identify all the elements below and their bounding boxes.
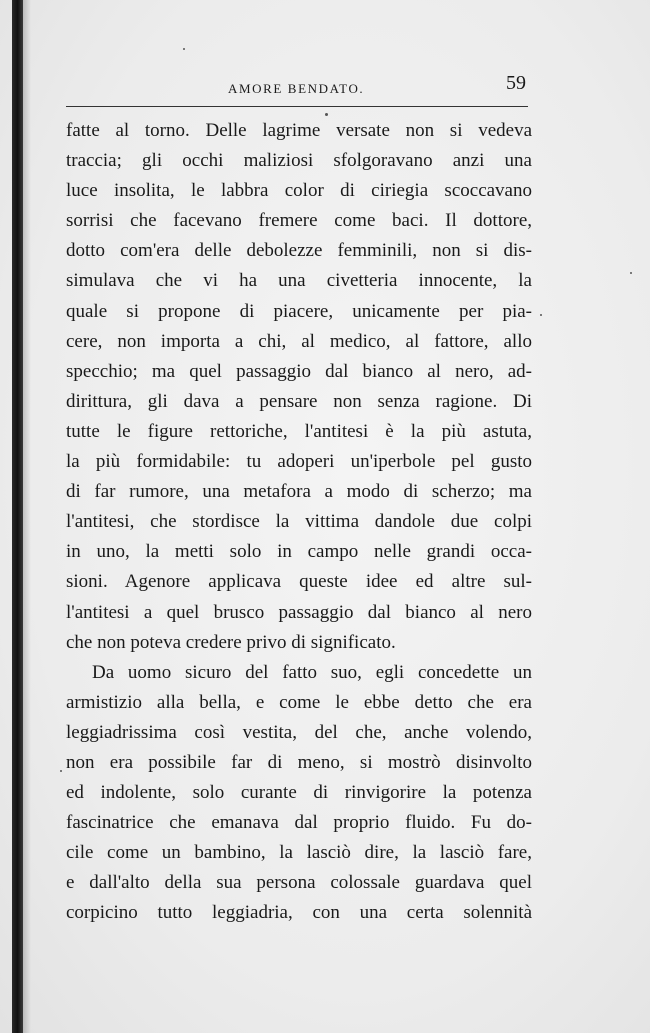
text-line: di far rumore, una metafora a modo di scherzo; ma (66, 481, 532, 503)
text-line: sioni. Agenore applicava queste idee ed altre sul- (66, 571, 532, 593)
text-line: simulava che vi ha una civetteria innocente, la (66, 270, 532, 292)
text-line: l'antitesi a quel brusco passaggio dal bianco al nero (66, 601, 532, 623)
text-line: in uno, la metti solo in campo nelle grandi occa- (66, 541, 532, 563)
text-line: dirittura, gli dava a pensare non senza ragione. Di (66, 390, 532, 412)
page-number: 59 (506, 72, 526, 94)
book-binding-edge (12, 0, 23, 1033)
text-line: leggiadrissima così vestita, del che, anche volendo, (66, 721, 532, 743)
text-line: non era possibile far di meno, si mostrò disinvolto (66, 751, 532, 773)
text-line: cere, non importa a chi, al medico, al fattore, allo (66, 330, 532, 352)
text-line: traccia; gli occhi maliziosi sfolgoravano anzi una (66, 150, 532, 172)
text-line: fascinatrice che emanava dal proprio fluido. Fu do- (66, 812, 532, 834)
text-line: fatte al torno. Delle lagrime versate non si vedeva (66, 120, 532, 141)
text-line: cile come un bambino, la lasciò dire, la lasciò fare, (66, 842, 532, 864)
text-line: luce insolita, le labbra color di ciriegia scoccavano (66, 180, 532, 202)
running-head (66, 72, 528, 108)
ink-speck (540, 314, 542, 316)
text-line: quale si propone di piacere, unicamente per pia- (66, 300, 532, 322)
text-line: sorrisi che facevano fremere come baci. Il dottore, (66, 210, 532, 232)
ink-speck (630, 272, 632, 274)
text-line: dotto com'era delle debolezze femminili, non si dis- (66, 240, 532, 262)
text-line: la più formidabile: tu adoperi un'iperbole pel gusto (66, 451, 532, 473)
text-line: armistizio alla bella, e come le ebbe detto che era (66, 691, 532, 713)
text-line: e dall'alto della sua persona colossale guardava quel (66, 872, 532, 894)
running-title: AMORE BENDATO. (228, 81, 365, 96)
text-line: ed indolente, solo curante di rinvigorire la potenza (66, 782, 532, 804)
text-line: corpicino tutto leggiadria, con una certa solennità (66, 902, 532, 924)
header-rule (66, 106, 528, 107)
paragraph-last-line: che non poteva credere privo di significato. (66, 631, 396, 653)
ink-speck (325, 113, 328, 116)
body-text (66, 116, 532, 929)
paragraph-first-line: Da uomo sicuro del fatto suo, egli concedette un (92, 661, 532, 683)
text-line: tutte le figure rettoriche, l'antitesi è la più astuta, (66, 420, 532, 442)
ink-speck (60, 770, 62, 772)
binding-shadow (23, 0, 31, 1033)
ink-speck (183, 48, 185, 50)
text-line: l'antitesi, che stordisce la vittima dandole due colpi (66, 511, 532, 533)
text-line: specchio; ma quel passaggio dal bianco al nero, ad- (66, 360, 532, 382)
